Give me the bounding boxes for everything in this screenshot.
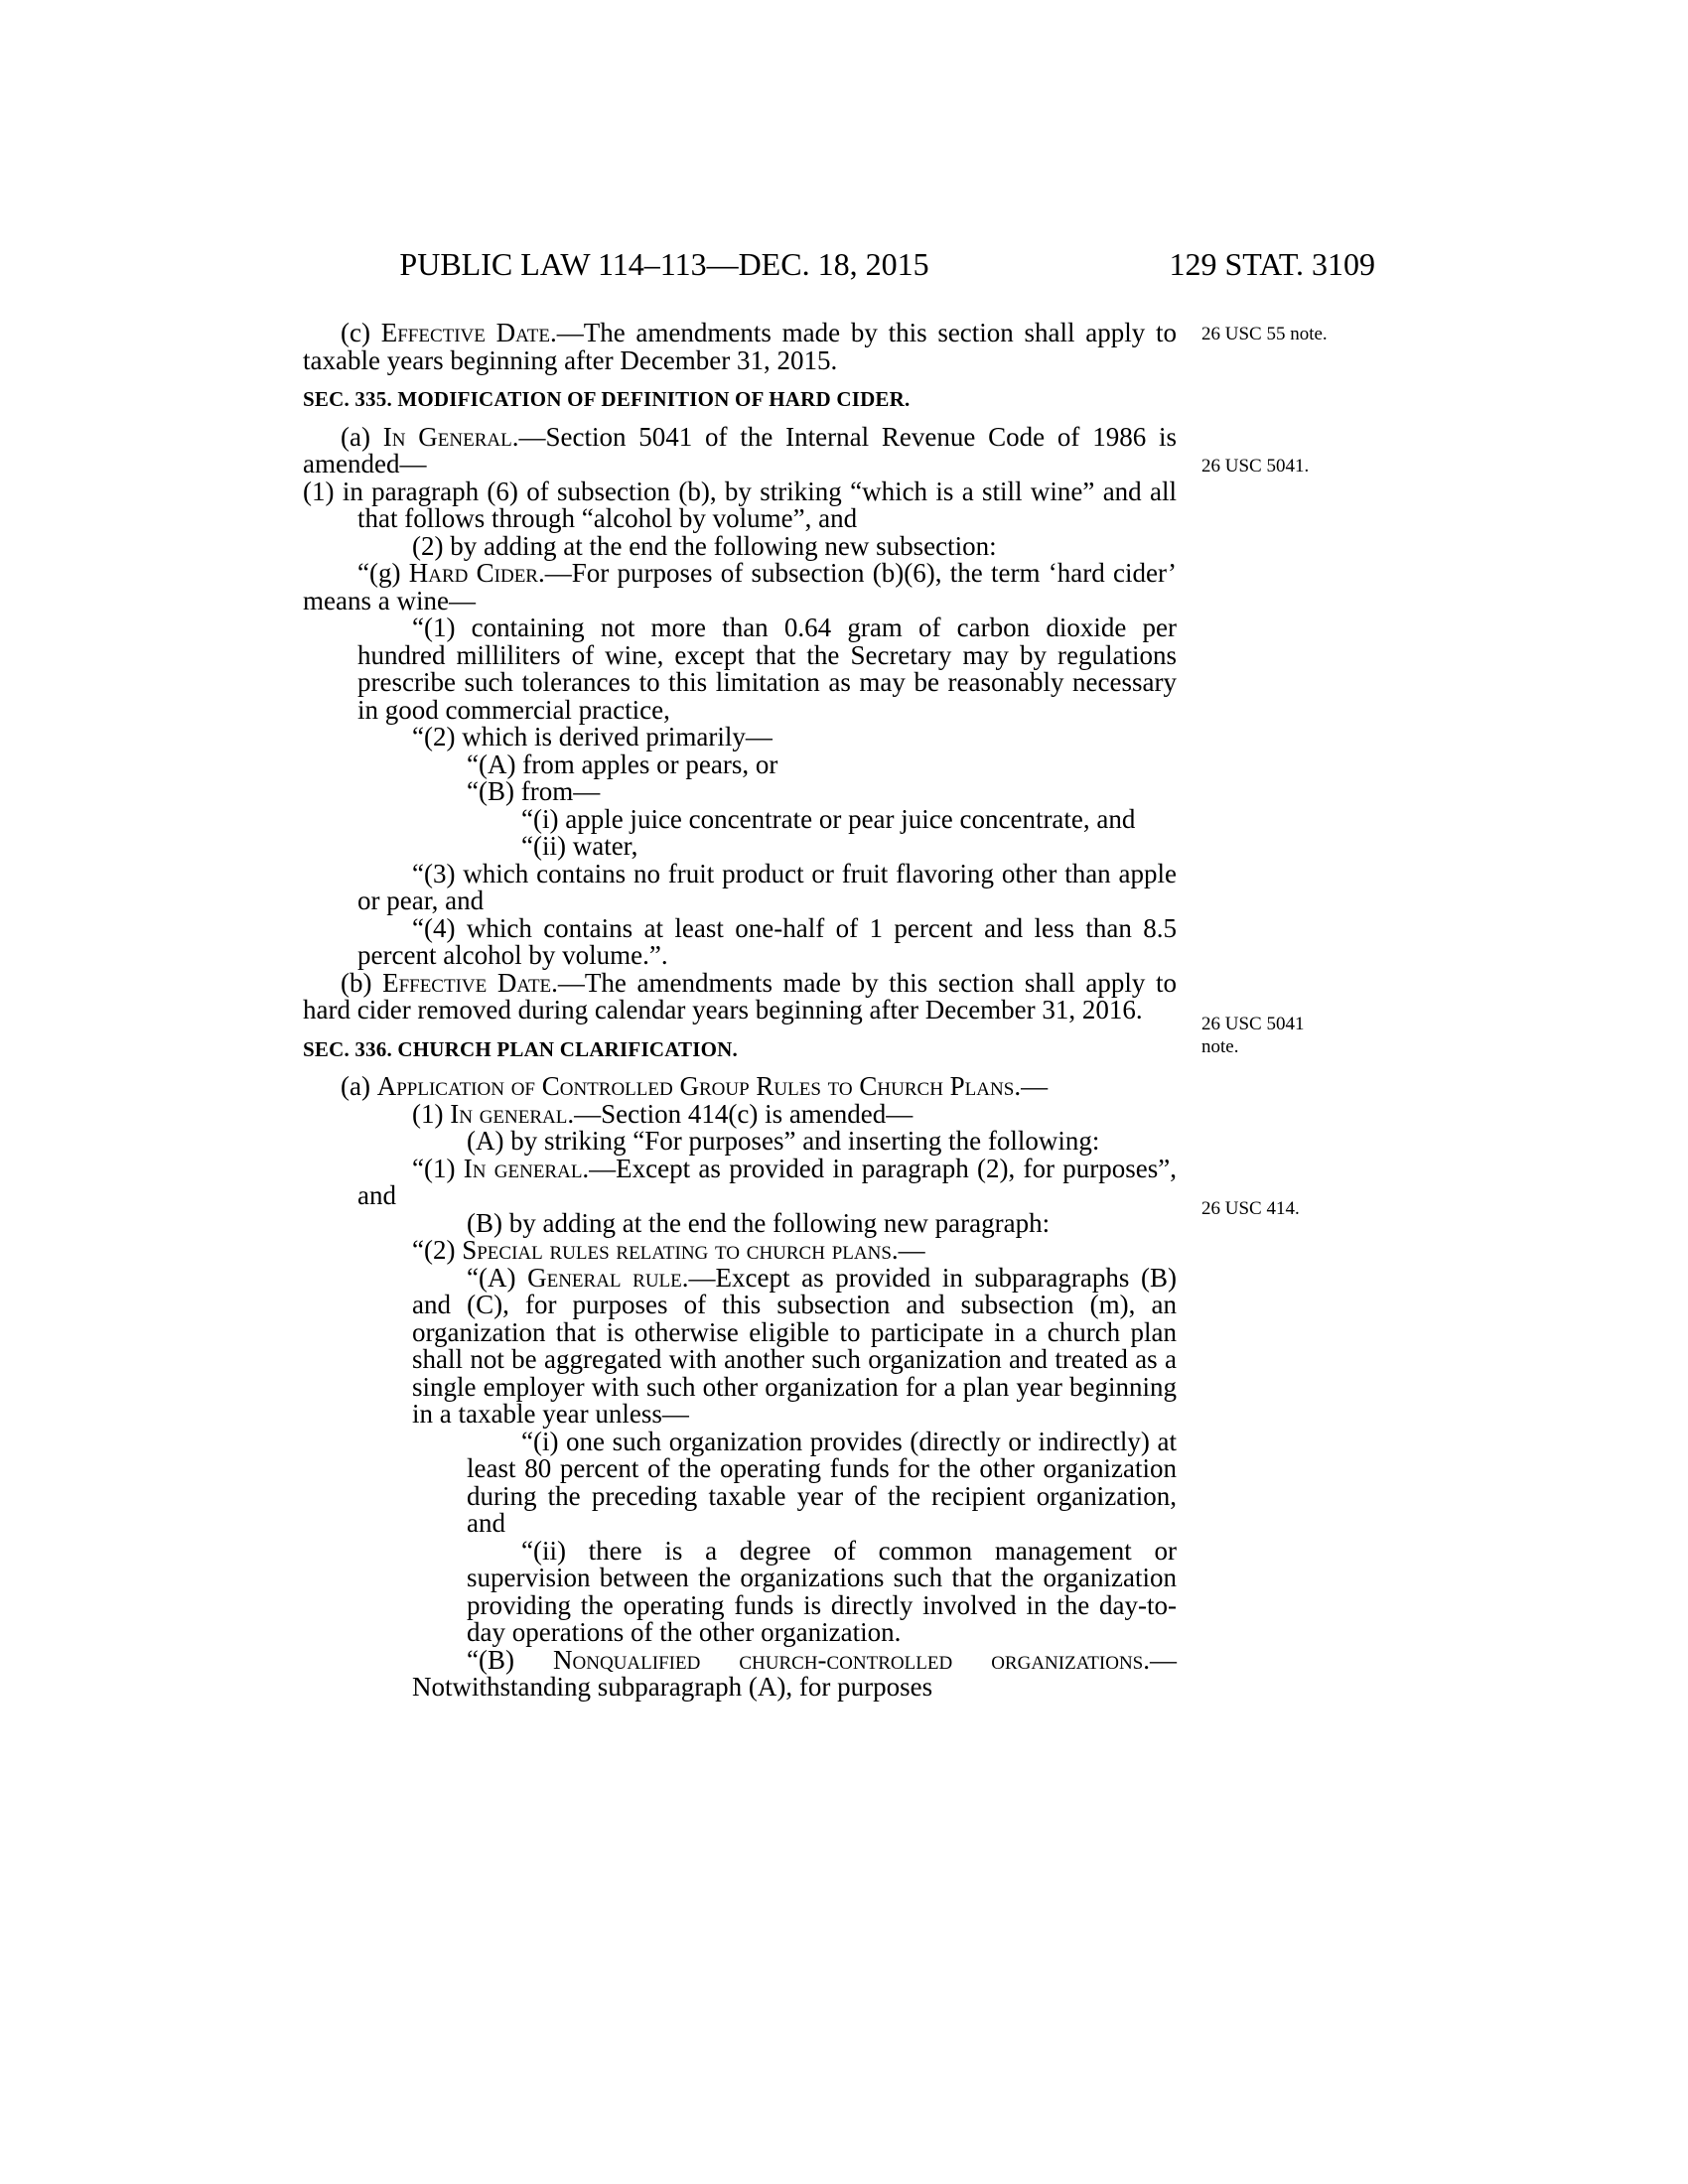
paragraph-b-effective-date — [303, 967, 1178, 1024]
paragraph-a-in-general — [303, 421, 1177, 478]
margin-note-5041-note — [1201, 1013, 1350, 1058]
body-text: .—Except as provided in paragraph (2), for purposes”, and — [357, 1153, 1177, 1210]
body-text: .— — [1014, 1071, 1049, 1101]
body-text: .—Section 414(c) is amended— — [567, 1098, 914, 1129]
paragraph-rB: (B) by adding at the end the following new paragraph: — [467, 1207, 1051, 1238]
label: “(B) — [467, 1644, 554, 1675]
body-text: .—The amendments made by this section shall apply to taxable years beginning after December 31, 2015. — [303, 318, 1177, 375]
heading: In general — [450, 1098, 568, 1129]
statute-page-number: 129 STAT. 3109 — [1169, 246, 1375, 282]
paragraph-g-hard-cider — [303, 560, 1177, 614]
paragraph-a2: (2) by adding at the end the following new subsection: — [412, 530, 997, 561]
margin-note-line: 26 USC 5041 — [1201, 1014, 1305, 1034]
heading: Nonqualified church-controlled organizations — [553, 1644, 1144, 1675]
label: “(g) — [357, 558, 409, 588]
paragraph-q1 — [303, 1153, 1177, 1210]
paragraph-qB — [303, 1644, 1177, 1702]
heading: In General — [382, 421, 512, 452]
label: “(2) — [412, 1235, 463, 1265]
paragraph-gB: “(B) from— — [467, 776, 601, 806]
body-text: .—The amendments made by this section shall apply to hard cider removed during calendar years beginning after December 31, 2016. — [303, 967, 1178, 1024]
heading: Effective Date — [380, 318, 550, 347]
heading: General rule — [527, 1262, 682, 1293]
body-text: .—Notwithstanding subparagraph (A), for purposes — [412, 1644, 1177, 1702]
body-text: .— — [891, 1235, 925, 1265]
label: (b) — [341, 967, 383, 998]
paragraph-g3: “(3) which contains no fruit product or fruit flavoring other than apple or pear, and — [357, 858, 1177, 915]
label: “(A) — [467, 1262, 528, 1293]
heading: Special rules relating to church plans — [462, 1235, 892, 1265]
label: “(1) — [412, 1153, 464, 1183]
body-text: .—Section 5041 of the Internal Revenue Code of 1986 is amended— — [303, 421, 1177, 478]
running-title: PUBLIC LAW 114–113—DEC. 18, 2015 — [399, 246, 929, 282]
paragraph-gBii: “(ii) water, — [521, 831, 638, 861]
paragraph-rA: (A) by striking “For purposes” and inserting the following: — [467, 1126, 1100, 1156]
paragraph-a-controlled-group — [303, 1073, 1177, 1101]
paragraph-qAii: “(ii) there is a degree of common management or supervision between the organizations such that the organization providing the operating funds is directly involved in the day-to-day operations of the other organization. — [467, 1535, 1177, 1647]
document-body — [303, 320, 1177, 1702]
paragraph-qAi: “(i) one such organization provides (directly or indirectly) at least 80 percent of the operating funds for the other organization during the preceding taxable year of the recipient organization, and — [467, 1426, 1177, 1538]
label: (c) — [341, 318, 381, 347]
margin-note-5041: 26 USC 5041. — [1201, 456, 1310, 477]
paragraph-qA — [303, 1262, 1178, 1429]
body-text: .—For purposes of subsection (b)(6), the term ‘hard cider’ means a wine— — [303, 558, 1178, 615]
paragraph-gA: “(A) from apples or pears, or — [467, 749, 778, 779]
margin-note-line: note. — [1201, 1036, 1239, 1057]
paragraph-g2: “(2) which is derived primarily— — [412, 722, 773, 751]
paragraph-q2 — [303, 1237, 1177, 1265]
heading: In general — [463, 1153, 583, 1183]
paragraph-gBi: “(i) apple juice concentrate or pear juice concentrate, and — [521, 803, 1136, 834]
section-heading-335: SEC. 335. MODIFICATION OF DEFINITION OF HARD CIDER. — [303, 387, 911, 411]
margin-note-414: 26 USC 414. — [1201, 1198, 1300, 1219]
label: (1) — [412, 1098, 451, 1129]
section-heading-336: SEC. 336. CHURCH PLAN CLARIFICATION. — [303, 1036, 738, 1061]
body-text: .—Except as provided in subparagraphs (B) and (C), for purposes of this subsection and subsection (m), an organization that is otherwise eligible to participate in a church plan shall not be aggregated with another such organization and treated as a single employer with such other organization for a plan year beginning in a taxable year unless— — [412, 1262, 1178, 1429]
paragraph-g4: “(4) which contains at least one-half of 1 percent and less than 8.5 percent alcohol by volume.”. — [357, 912, 1177, 970]
heading: Hard Cider — [408, 558, 538, 588]
paragraph-g1: “(1) containing not more than 0.64 gram of carbon dioxide per hundred milliliters of wine, except that the Secretary may by regulations prescribe such tolerances to this limitation as may be reasonably necessary in good commercial practice, — [357, 613, 1177, 725]
heading: Application of Controlled Group Rules to Church Plans — [376, 1071, 1015, 1101]
paragraph-c-effective-date — [303, 320, 1177, 374]
margin-note-55: 26 USC 55 note. — [1201, 324, 1328, 344]
paragraph-a1: (1) in paragraph (6) of subsection (b), by striking “which is a still wine” and all that follows through “alcohol by volume”, and — [303, 476, 1177, 533]
page-header — [303, 246, 1375, 286]
paragraph-r1 — [303, 1098, 1177, 1129]
heading: Effective Date — [382, 967, 552, 998]
label: (a) — [341, 1071, 377, 1101]
label: (a) — [341, 421, 383, 452]
